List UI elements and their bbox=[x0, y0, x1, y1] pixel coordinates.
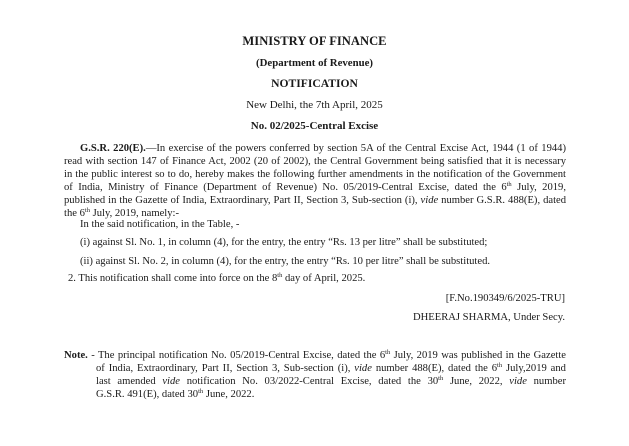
department-heading: (Department of Revenue) bbox=[256, 57, 373, 69]
paragraph-1-line-1 bbox=[80, 142, 566, 155]
ordinal-superscript: th bbox=[438, 375, 444, 382]
text-span: of India, Ministry of Finance (Department of Revenue) No. 05/2019-Central Excise, dated the 6 bbox=[64, 182, 507, 193]
vide-italic: vide bbox=[354, 363, 372, 374]
file-number: [F.No.190349/6/2025-TRU] bbox=[445, 293, 565, 304]
amendment-item-i: (i) against Sl. No. 1, in column (4), for the entry, the entry “Rs. 13 per litre” shall be substituted; bbox=[80, 237, 488, 248]
ordinal-superscript: th bbox=[277, 272, 283, 279]
note-line-2 bbox=[96, 362, 566, 375]
ordinal-superscript: th bbox=[198, 388, 204, 395]
text-span: day of April, 2025. bbox=[282, 273, 366, 284]
ministry-heading: MINISTRY OF FINANCE bbox=[242, 34, 387, 48]
text-span: July, 2019, bbox=[511, 182, 566, 193]
text-span: last amended bbox=[96, 376, 163, 387]
text-span: June, 2022, bbox=[443, 376, 510, 387]
ordinal-superscript: th bbox=[84, 207, 90, 214]
notification-heading: NOTIFICATION bbox=[271, 77, 358, 90]
note-line-4 bbox=[96, 388, 254, 401]
paragraph-1-text: —In exercise of the powers conferred by section 5A of the Central Excise Act, 1944 (1 of 1944) bbox=[145, 143, 566, 154]
text-span: number G.S.R. 488(E), dated bbox=[438, 195, 567, 206]
paragraph-1-line-4 bbox=[64, 181, 566, 194]
notification-number: No. 02/2025-Central Excise bbox=[250, 120, 379, 132]
note-line-1 bbox=[64, 349, 566, 362]
paragraph-1-line-3: in the public interest so to do, hereby makes the following further amendments in the notification of the Government bbox=[64, 169, 566, 180]
text-span: G.S.R. 491(E), dated 30 bbox=[96, 389, 199, 400]
text-span: July, 2019, namely:- bbox=[89, 208, 180, 219]
text-span: published in the Gazette of India, Extraordinary, Part II, Section 3, Sub-section (i), bbox=[64, 195, 421, 206]
text-span: July, 2019 was published in the Gazette bbox=[390, 350, 567, 361]
text-span: - The principal notification No. 05/2019-Central Excise, dated the 6 bbox=[87, 350, 386, 361]
vide-italic: vide bbox=[162, 376, 181, 387]
amendment-item-ii: (ii) against Sl. No. 2, in column (4), for the entry, the entry “Rs. 10 per litre” shall be substituted. bbox=[80, 256, 491, 267]
text-span: June, 2022. bbox=[203, 389, 255, 400]
note-line-3 bbox=[96, 375, 566, 388]
place-date: New Delhi, the 7th April, 2025 bbox=[246, 99, 383, 111]
signatory: DHEERAJ SHARMA, Under Secy. bbox=[412, 312, 565, 323]
paragraph-2 bbox=[68, 272, 365, 285]
note-label: Note. bbox=[64, 350, 88, 361]
table-intro: In the said notification, in the Table, - bbox=[80, 219, 240, 230]
gsr-reference: G.S.R. 220(E). bbox=[80, 143, 146, 154]
text-span: 2. This notification shall come into force on the 8 bbox=[68, 273, 278, 284]
paragraph-1-line-5 bbox=[64, 194, 566, 207]
vide-italic: vide bbox=[509, 376, 527, 387]
ordinal-superscript: th bbox=[385, 349, 391, 356]
paragraph-1-line-2: read with section 147 of Finance Act, 2002 (20 of 2002), the Central Government being satisfied that it is necessary bbox=[64, 156, 566, 167]
ordinal-superscript: th bbox=[506, 181, 512, 188]
text-span: number 488(E), dated the 6 bbox=[371, 363, 498, 374]
text-span: number bbox=[526, 376, 566, 387]
text-span: of India, Extraordinary, Part II, Section 3, Sub-section (i), bbox=[96, 363, 355, 374]
ordinal-superscript: th bbox=[497, 362, 503, 369]
text-span: July,2019 and bbox=[502, 363, 566, 374]
vide-italic: vide bbox=[420, 195, 439, 206]
text-span: notification No. 03/2022-Central Excise, dated the 30 bbox=[180, 376, 439, 387]
text-span: the 6 bbox=[64, 208, 85, 219]
